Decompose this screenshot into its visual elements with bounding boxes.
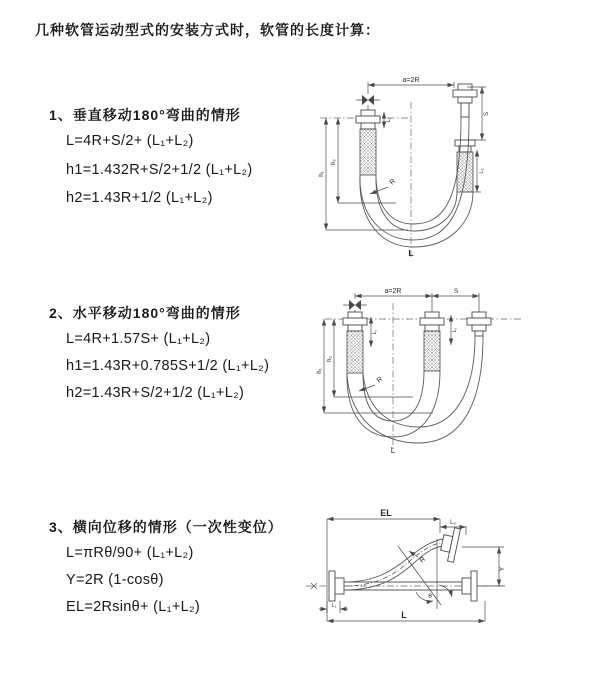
- radius-arrow: [370, 187, 388, 194]
- dim-label-el: EL: [380, 508, 392, 518]
- right-flange-upper: [439, 526, 461, 562]
- middle-flange-assembly: [420, 312, 444, 371]
- section-2-formula-h2: h2=1.43R+S/2+1/2 (L₁+L₂): [66, 385, 245, 401]
- diagram-vertical-180-bend: [312, 70, 540, 260]
- section-1-formula-h2: h2=1.43R+1/2 (L₁+L₂): [66, 190, 213, 206]
- left-flange-assembly: [356, 110, 380, 175]
- right-flange-assembly: [467, 312, 491, 336]
- diagram-horizontal-180-bend: [313, 283, 550, 460]
- dim-label-a2r: a=2R: [402, 77, 420, 84]
- section-1-formula-h1: h1=1.432R+S/2+1/2 (L₁+L₂): [66, 162, 253, 178]
- dim-label-l2: L₂: [450, 520, 456, 526]
- valve-icon: [343, 300, 367, 312]
- left-flange-assembly: [343, 312, 367, 373]
- section-1-heading: 1、垂直移动180°弯曲的情形: [49, 107, 241, 123]
- valve-icon: [356, 95, 380, 110]
- dim-label-s: S: [484, 111, 490, 117]
- section-2-formula-L: L=4R+1.57S+ (L₁+L₂): [66, 331, 211, 347]
- right-flange-lower: [462, 571, 477, 601]
- dim-label-s: S: [453, 288, 459, 295]
- dim-label-l2: L₂: [479, 168, 485, 174]
- angle-label-theta: θ: [428, 593, 432, 600]
- hose-curves: [347, 336, 483, 443]
- dim-label-l: L: [408, 248, 414, 258]
- hose-curves: [360, 117, 473, 247]
- dim-label-r: R: [375, 375, 385, 385]
- page-title: 几种软管运动型式的安装方式时，软管的长度计算：: [35, 22, 380, 38]
- braided-hose: [347, 331, 363, 373]
- dim-label-y: Y: [499, 566, 506, 572]
- dim-label-r: R: [388, 177, 398, 187]
- dim-label-a2r: a=2R: [384, 288, 402, 295]
- dim-label-l1: L₁: [386, 117, 392, 123]
- dim-label-l: L: [390, 446, 396, 455]
- section-3-formula-L: L=πRθ/90+ (L₁+L₂): [66, 545, 194, 561]
- section-3-heading: 3、横向位移的情形（一次性变位）: [49, 519, 283, 535]
- dim-label-h1: h₁: [319, 171, 325, 177]
- dim-label-h2: h₂: [331, 159, 337, 165]
- dim-label-l2: L₂: [452, 327, 458, 333]
- braided-hose: [360, 129, 376, 175]
- section-2-heading: 2、水平移动180°弯曲的情形: [49, 305, 241, 321]
- braided-hose: [424, 331, 440, 371]
- dim-label-l: L: [401, 610, 407, 620]
- radius-arrow: [359, 385, 375, 391]
- section-1-formula-L: L=4R+S/2+ (L₁+L₂): [66, 133, 194, 149]
- dim-label-l1: L₁: [372, 329, 378, 335]
- left-flange-assembly: [329, 571, 344, 601]
- section-2-formula-h1: h1=1.43R+0.785S+1/2 (L₁+L₂): [66, 358, 270, 374]
- dim-label-h1: h₁: [317, 368, 323, 374]
- dim-label-h2: h₂: [327, 356, 333, 362]
- dim-label-l1: L₁: [331, 603, 337, 609]
- right-flange-upper: [453, 84, 477, 117]
- diagram-lateral-displacement: [300, 503, 580, 645]
- dim-label-r: R: [418, 555, 428, 565]
- section-3-formula-Y: Y=2R (1-cosθ): [66, 572, 164, 588]
- section-3-formula-EL: EL=2Rsinθ+ (L₁+L₂): [66, 599, 201, 615]
